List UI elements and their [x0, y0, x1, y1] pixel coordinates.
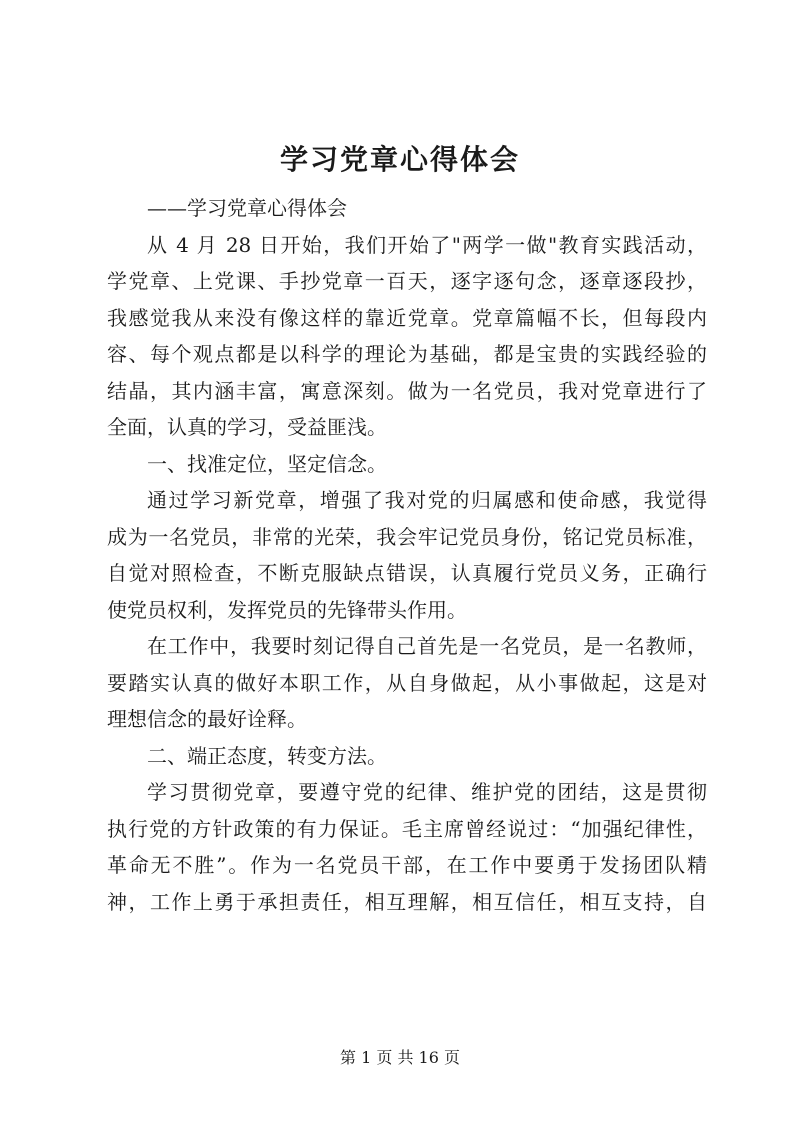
paragraph-line: 执行党的方针政策的有力保证。毛主席曾经说过：“加强纪律性，	[107, 816, 707, 841]
section-heading: 二、端正态度，转变方法。	[147, 743, 387, 768]
paragraph-line: 使党员权利，发挥党员的先锋带头作用。	[107, 597, 467, 622]
document-title: 学习党章心得体会	[279, 143, 520, 176]
paragraph-line: 通过学习新党章，增强了我对党的归属感和使命感，我觉得	[147, 488, 707, 512]
paragraph-line: 革命无不胜”。作为一名党员干部，在工作中要勇于发扬团队精	[107, 853, 707, 877]
paragraph-line: 全面，认真的学习，受益匪浅。	[107, 415, 387, 439]
paragraph-line: 从 4 月 28 日开始，我们开始了"两学一做"教育实践活动，	[147, 232, 707, 257]
paragraph-line: 学党章、上党课、手抄党章一百天，逐字逐句念，逐章逐段抄，	[107, 269, 707, 293]
paragraph-line: 自觉对照检查，不断克服缺点错误，认真履行党员义务，正确行	[107, 561, 707, 585]
subtitle-line: ——学习党章心得体会	[147, 196, 347, 220]
paragraph-line: 我感觉我从来没有像这样的靠近党章。党章篇幅不长，但每段内	[107, 305, 707, 330]
page-number: 第 1 页 共 16 页	[340, 1048, 460, 1067]
paragraph-line: 在工作中，我要时刻记得自己首先是一名党员，是一名教师，	[147, 634, 707, 658]
paragraph-line: 容、每个观点都是以科学的理论为基础，都是宝贵的实践经验的	[107, 342, 707, 366]
paragraph-line: 要踏实认真的做好本职工作，从自身做起，从小事做起，这是对	[107, 670, 707, 695]
paragraph-line: 结晶，其内涵丰富，寓意深刻。做为一名党员，我对党章进行了	[107, 378, 707, 403]
paragraph-line: 学习贯彻党章，要遵守党的纪律、维护党的团结，这是贯彻	[147, 780, 707, 804]
paragraph-line: 神，工作上勇于承担责任，相互理解，相互信任，相互支持，自	[107, 889, 707, 914]
paragraph-line: 理想信念的最好诠释。	[107, 707, 307, 731]
paragraph-line: 成为一名党员，非常的光荣，我会牢记党员身份，铭记党员标准，	[107, 524, 707, 549]
section-heading: 一、找准定位，坚定信念。	[147, 451, 387, 476]
document-body	[107, 190, 707, 920]
